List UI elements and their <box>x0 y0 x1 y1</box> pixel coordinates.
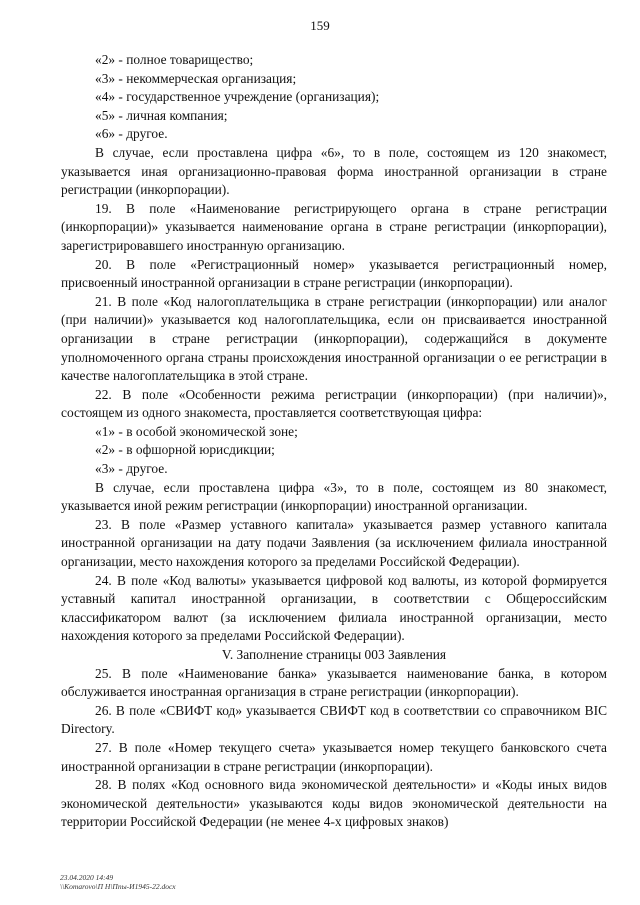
document-body <box>61 51 607 832</box>
paragraph-20: 20. В поле «Регистрационный номер» указывается регистрационный номер, присвоенный иностранной организации в стране регистрации (инкорпорации). <box>61 256 607 291</box>
list-item: «5» - личная компания; <box>95 107 228 123</box>
paragraph-28: 28. В полях «Код основного вида экономической деятельности» и «Коды иных видов экономической деятельности» указываются коды видов экономической деятельности на территории Российской Федерации (не менее 4-х цифровых знаков) <box>61 777 607 830</box>
paragraph-22: 22. В поле «Особенности режима регистрации (инкорпорации) (при наличии)», состоящем из одного знакоместа, проставляется соответствующая цифра: <box>61 386 607 421</box>
paragraph: В случае, если проставлена цифра «6», то в поле, состоящем из 120 знакомест, указывается иная организационно-правовая форма иностранной организации в стране регистрации (инкорпорации). <box>61 144 607 198</box>
paragraph-24: 24. В поле «Код валюты» указывается цифровой код валюты, из которой формируется уставный капитал иностранной организации, в соответствии с Общероссийским классификатором валют (за исключением филиала иностранной организации, место нахождения которого за пределами Российской Федерации). <box>61 572 607 644</box>
paragraph-25: 25. В поле «Наименование банка» указывается наименование банка, в котором обслуживается иностранная организация в стране регистрации (инкорпорации). <box>61 665 607 700</box>
paragraph: В случае, если проставлена цифра «3», то в поле, состоящем из 80 знакомест, указывается иной режим регистрации (инкорпорации) иностранной организации. <box>61 479 607 514</box>
paragraph-26: 26. В поле «СВИФТ код» указывается СВИФТ код в соответствии со справочником BIC Directory. <box>61 702 607 737</box>
paragraph-19: 19. В поле «Наименование регистрирующего органа в стране регистрации (инкорпорации)» указывается наименование органа в стране регистрации (инкорпорации), зарегистрировавшего иностранную организацию. <box>61 200 607 253</box>
footer-file-path: \\Komarovo\П Н\Ппы-И1945-22.docx <box>60 881 176 891</box>
list-item: «4» - государственное учреждение (организация); <box>95 89 380 105</box>
page-number: 159 <box>310 18 330 33</box>
document-footer <box>60 874 176 891</box>
paragraph-21: 21. В поле «Код налогоплательщика в стране регистрации (инкорпорации) или аналог (при наличии)» указывается код налогоплательщика, если он присваивается иностранной организации в стране регистрации (инкорпорации), содержащийся в документе уполномоченного органа страны происхождения иностранной организации о ее регистрации в качестве налогоплательщика в этой стране. <box>61 293 607 384</box>
list-item: «6» - другое. <box>95 126 168 142</box>
list-item: «2» - полное товарищество; <box>95 52 254 67</box>
footer-timestamp: 23.04.2020 14:49 <box>60 873 114 882</box>
list-item: «2» - в офшорной юрисдикции; <box>95 442 275 458</box>
list-item: «3» - другое. <box>95 461 168 477</box>
paragraph-27: 27. В поле «Номер текущего счета» указывается номер текущего банковского счета иностранной организации в стране регистрации (инкорпорации). <box>61 739 607 774</box>
list-item: «1» - в особой экономической зоне; <box>95 423 298 439</box>
paragraph-23: 23. В поле «Размер уставного капитала» указывается размер уставного капитала иностранной организации на дату подачи Заявления (за исключением филиала иностранной организации, место нахождения которого за пределами Российской Федерации). <box>61 516 607 570</box>
list-item: «3» - некоммерческая организация; <box>95 70 297 86</box>
section-heading: V. Заполнение страницы 003 Заявления <box>221 647 447 662</box>
